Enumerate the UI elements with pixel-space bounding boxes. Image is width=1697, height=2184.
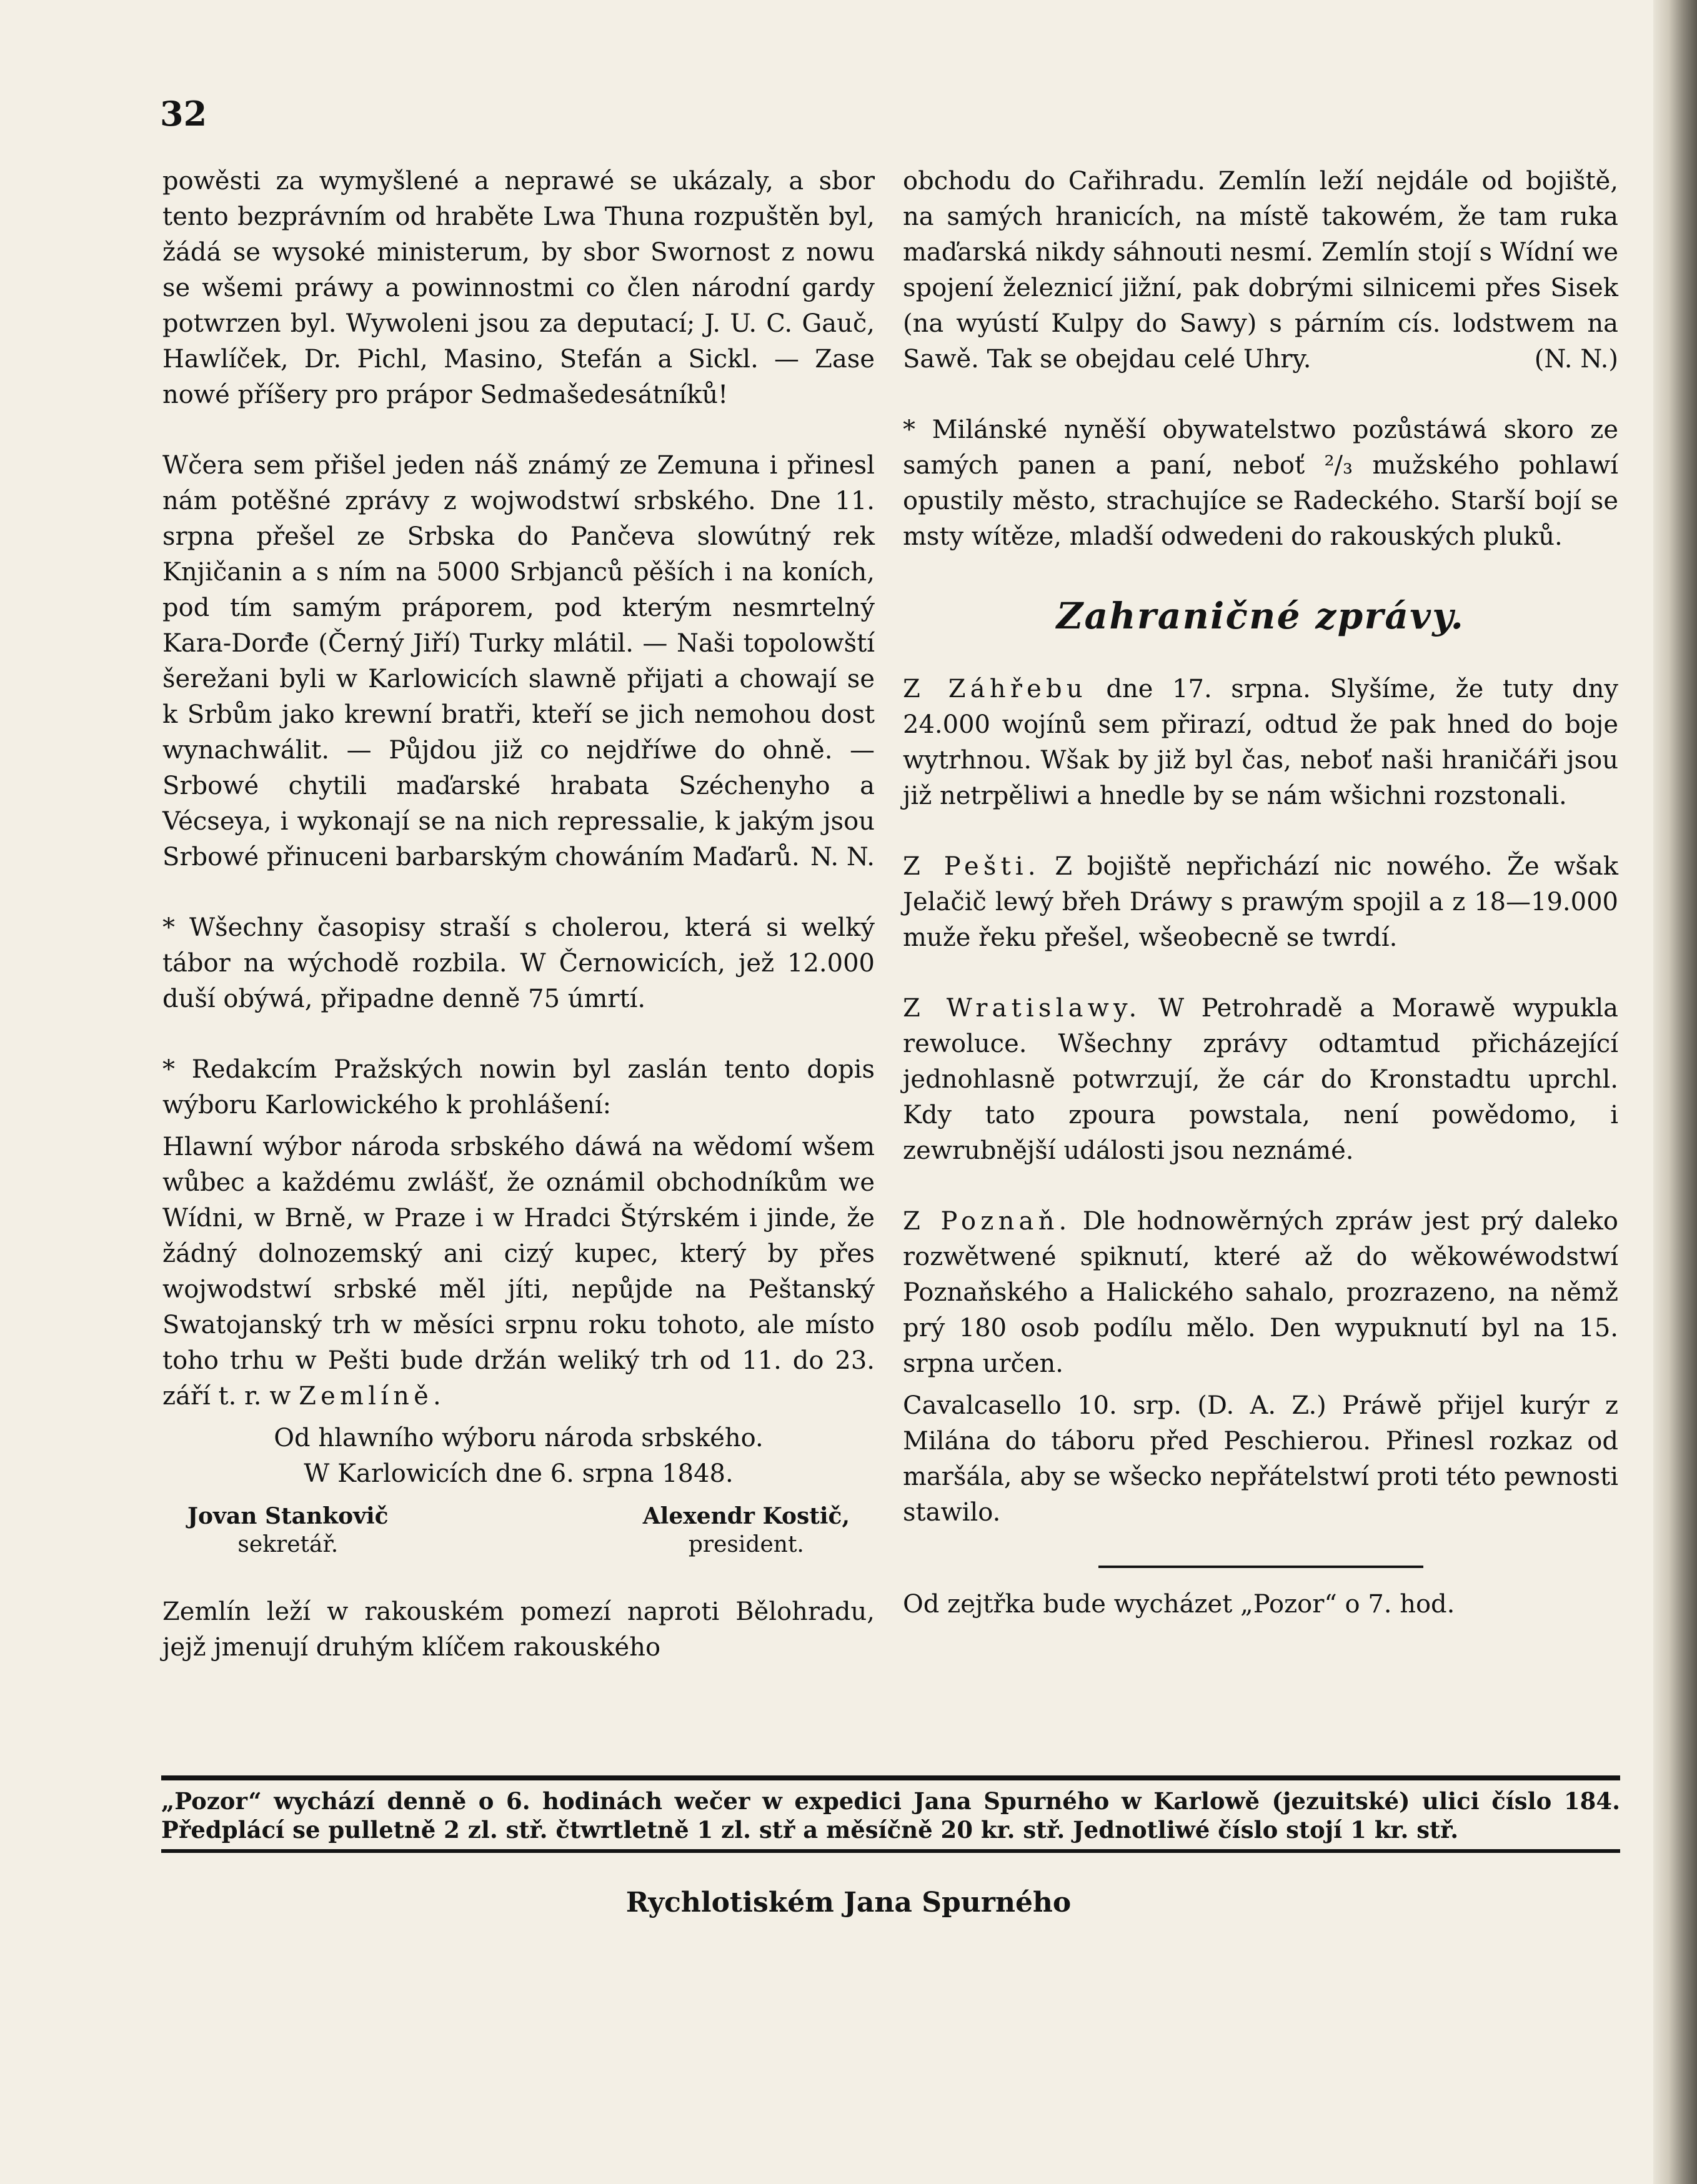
letter-text: Hlawní wýbor národa srbského dáwá na wědomí wšem wůbec a každému zwlášť, že oznámil obchodníkům we Wídni, w Brně, w Praze i w Hradci Štýrském i jinde, že žádný dolnozemský ani cizý kupec, který by přes wojwodstwí srbské měl jíti, nepůjde na Peštanský Swatojanský trh w měsíci srpnu roku tohoto, ale místo toho trhu w Pešti bude držán weliký trh od 11. do 23. září t. r. w: [162, 1133, 875, 1411]
news-text: dne 17. srpna. Slyšíme, že tuty dny 24.000 wojínů sem přirazí, odtud že pak hned do boje wytrhnou. Wšak by již byl čas, neboť naši hraničáři jsou již netrpěliwi a hnedle by se nám wšichni rozstonali.: [903, 675, 1618, 810]
dateline-place: Z Pešti.: [903, 852, 1040, 881]
signatures: [187, 1502, 850, 1559]
article-paragraph: Zemlín leží w rakouském pomezí naproti Bělohradu, jejž jmenují druhým klíčem rakouského: [162, 1597, 875, 1662]
news-text: Z bojiště nepřichází nic nowého. Že wšak Jelačič lewý břeh Dráwy s prawým spojil a z 18—19.000 muže řeku přešel, wšeobecně se twrdí.: [903, 852, 1618, 952]
left-column: [162, 164, 875, 1700]
quoted-letter: [162, 1129, 875, 1414]
news-item: [903, 672, 1618, 814]
signatory-role: president.: [688, 1532, 804, 1557]
dateline-place: Z Poznaň.: [903, 1207, 1072, 1236]
letter-signoff: Od hlawního wýboru národa srbského.: [274, 1424, 764, 1452]
dateline-place: Z Záhřebu: [903, 675, 1087, 703]
article-paragraph: * Redakcím Pražských nowin byl zaslán tento dopis wýboru Karlowického k prohlášení:: [162, 1055, 875, 1119]
signatory-name: Jovan Stankovič: [187, 1503, 389, 1529]
letter-dateline: W Karlowicích dne 6. srpna 1848.: [304, 1459, 734, 1488]
article-paragraph: * Milánské nyněší obywatelstwo pozůstáwá skoro ze samých panen a paní, neboť ²/₃ mužského pohlawí opustily město, strachujíce se Radeckého. Starší bojí se msty wítěze, mladší odwedeni do rakouských pluků.: [903, 415, 1618, 551]
article-paragraph: * Wšechny časopisy straší s cholerou, která si welký tábor na wýchodě rozbila. W Černowicích, jež 12.000 duší obýwá, připadne denně 75 úmrtí.: [162, 913, 875, 1013]
news-item: [903, 849, 1618, 956]
article-paragraph: powěsti za wymyšlené a neprawé se ukázaly, a sbor tento bezprávním od hraběte Lwa Thuna rozpuštěn byl, žádá se wysoké ministerum, by sbor Swornost z nowu se wšemi práwy a powinnostmi co člen národní gardy potwrzen byl. Wywoleni jsou za deputací; J. U. C. Gauč, Hawlíček, Dr. Pichl, Masino, Stefán a Sickl. — Zase nowé příšery pro prápor Sedmašedesátníků!: [162, 167, 875, 409]
author-attribution: N. N.: [810, 843, 875, 871]
author-attribution: (N. N.): [1534, 345, 1618, 374]
place-name: Zemlíně.: [299, 1382, 445, 1411]
news-item: [903, 1388, 1618, 1531]
paragraph-text: Wčera sem přišel jeden náš známý ze Zemuna i přinesl nám potěšné zprávy z wojwodstwí srbského. Dne 11. srpna přešel ze Srbska do Pančeva slowútný rek Knjičanin a s ním na 5000 Srbjanců pěších i na koních, pod tím samým práporem, pod kterým nesmrtelný Kara-Dorđe (Černý Jiří) Turky mlátil. — Naši topolowští šerežani byli w Karlowicích slawně přijati a chowají se k Srbům jako krewní bratři, kteří se jich nemohou dost wynachwálit. — Půjdou již co nejdříwe do ohně. — Srbowé chytili maďarské hrabata Széchenyho a Vécseya, i wykonají se na nich repressalie, k jakým jsou Srbowé přinuceni barbarským chowáním Maďarů.: [162, 451, 875, 871]
article-paragraph: [162, 448, 875, 875]
dateline-place: Z Wratislawy.: [903, 994, 1142, 1023]
news-item: [903, 991, 1618, 1169]
news-text: W Petrohradě a Morawě wypukla rewoluce. Wšechny zprávy odtamtud přicházející jednohlasně potwrzují, že cár do Kronstadtu uprchl. Kdy tato zpoura powstala, není powědomo, i zewrubnější události jsou neznámé.: [903, 994, 1618, 1165]
article-paragraph: [903, 164, 1618, 377]
news-item: [903, 1204, 1618, 1382]
news-text: Dle hodnowěrných zpráw jest prý daleko rozwětwené spiknutí, které až do wěkowéwodstwí Poznaňského a Halického sahalo, prozrazeno, na němž prý 180 osob podílu mělo. Den wypuknutí byl na 15. srpna určen.: [903, 1207, 1619, 1378]
page-number: 32: [160, 94, 207, 134]
signature-secretary: [187, 1502, 389, 1559]
dateline-place: Cavalcasello: [903, 1391, 1062, 1420]
signatory-name: Alexendr Kostič,: [642, 1503, 850, 1529]
signature-president: [643, 1502, 850, 1559]
announcement: Od zejtřka bude wycházet „Pozor“ o 7. hod.: [903, 1590, 1455, 1619]
divider-rule: [1098, 1566, 1423, 1568]
right-column: [903, 164, 1618, 1657]
paragraph-text: obchodu do Cařihradu. Zemlín leží nejdále od bojiště, na samých hranicích, na místě takowém, že tam ruka maďarská nikdy sáhnouti nesmí. Zemlín stojí s Wídní we spojení železnicí jižní, pak dobrými silnicemi přes Sisek (na wyústí Kulpy do Sawy) s párním cís. lodstwem na Sawě. Tak se obejdau celé Uhry.: [903, 167, 1618, 374]
page-binding-shadow: [1653, 0, 1697, 2184]
printer-imprint: Rychlotiském Jana Spurného: [625, 1887, 1072, 1918]
publication-notice: „Pozor“ wychází denně o 6. hodinách wečer w expedici Jana Spurného w Karlowě (jezuitské) ulici číslo 184. Předplácí se pulletně 2 zl. stř. čtwrtletně 1 zl. stř a měsíčně 20 kr. stř. Jednotliwé číslo stojí 1 kr. stř.: [161, 1775, 1620, 1853]
signatory-role: sekretář.: [237, 1532, 339, 1557]
news-text: 10. srp. (D. A. Z.) Práwě přijel kurýr z Milána do táboru před Peschierou. Přinesl rozkaz od maršála, aby se wšecko nepřátelstwí proti této pewnosti stawilo.: [903, 1391, 1618, 1527]
section-heading: Zahraničné zprávy.: [1056, 595, 1465, 637]
